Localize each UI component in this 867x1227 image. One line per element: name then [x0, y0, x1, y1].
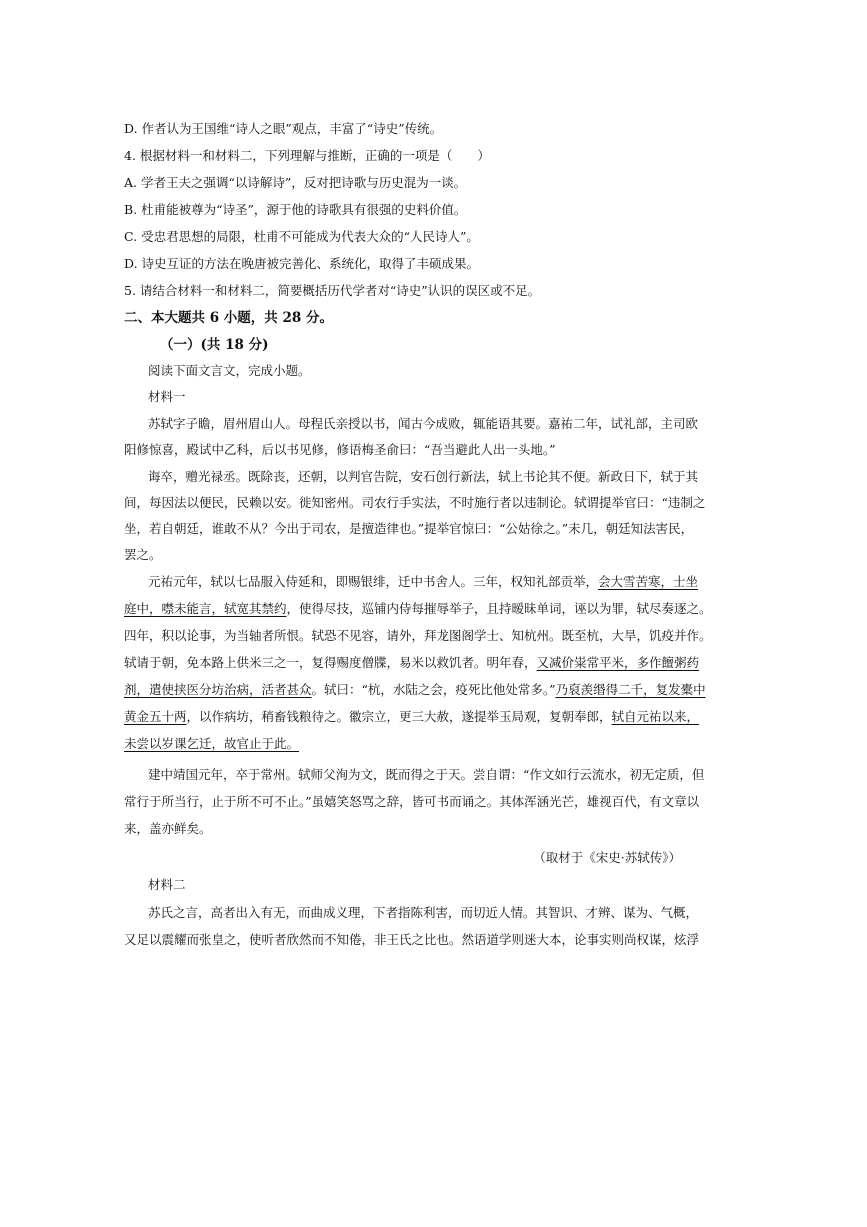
paragraph-line: 阳修惊喜，殿试中乙科，后以书见修，修语梅圣俞曰：“吾当避此人出一头地。” — [124, 442, 556, 457]
q4-option-c: C. 受忠君思想的局限，杜甫不可能成为代表大众的“人民诗人”。 — [124, 229, 479, 244]
paragraph-line — [124, 708, 699, 726]
text-run: 。轼曰：“杭，水陆之会，疫死比他处常多。” — [311, 682, 556, 697]
underlined-sentence: 剂，遣使挟医分坊治病，活者甚众 — [124, 682, 312, 697]
paragraph-line — [124, 654, 699, 672]
underlined-sentence: 未尝以岁课乞迁，故官止于此。 — [124, 736, 300, 751]
subsection-heading: （一）(共 18 分) — [160, 337, 269, 353]
q4-option-d: D. 诗史互证的方法在晚唐被完善化、系统化，取得了丰硕成果。 — [124, 256, 480, 271]
underlined-sentence: 又减价粜常平米，多作饘粥药 — [536, 655, 700, 670]
underlined-sentence: 乃裒羡缗得二千，复发橐中 — [555, 682, 706, 697]
paragraph-line: 苏氏之言，高者出入有无，而曲成义理，下者指陈利害，而切近人情。其智识、才辨、谋为、气概， — [148, 905, 699, 920]
paragraph-line: 苏轼字子瞻，眉州眉山人。母程氏亲授以书，闻古今成败，辄能语其要。嘉祐二年，试礼部，主司欧 — [148, 416, 699, 431]
text-run: 元祐元年，轼以七品服入侍延和，即赐银绯，迁中书舍人。三年，权知礼部贡举， — [148, 574, 599, 589]
paragraph-line: 又足以震耀而张皇之，使听者欣然而不知倦，非王氏之比也。然语道学则迷大本，论事实则尚权谋，炫浮 — [124, 932, 700, 947]
paragraph-line: 诲卒，赠光禄丞。既除丧，还朝，以判官告院，安石创行新法，轼上书论其不便。新政日下，轼于其 — [148, 469, 699, 484]
paragraph-line: 坐，若自朝廷，谁敢不从？今出于司农，是擅造律也。”提举官惊曰：“公姑徐之。”未几，朝廷知法害民， — [124, 521, 694, 536]
paragraph-line: 间，每因法以便民，民赖以安。徙知密州。司农行手实法，不时施行者以违制论。轼谓提举官曰：“违制之 — [124, 495, 706, 510]
instruction-text: 阅读下面文言文，完成小题。 — [148, 363, 311, 378]
paragraph-line — [124, 681, 706, 699]
source-citation: （取材于《宋史·苏轼传》） — [533, 850, 681, 865]
paragraph-line: 罢之。 — [124, 547, 162, 562]
material-2-label: 材料二 — [148, 877, 186, 892]
text-run: ，使得尽技，巡铺内侍每摧辱举子，且持暧昧单词，诬以为罪，轼尽奏逐之。 — [286, 601, 712, 616]
paragraph-line — [124, 735, 299, 753]
underlined-sentence: 庭中，噤未能言，轼宽其禁约 — [124, 601, 287, 616]
q4-option-a: A. 学者王夫之强调“以诗解诗”，反对把诗歌与历史混为一谈。 — [124, 175, 467, 190]
q4-stem: 4. 根据材料一和材料二，下列理解与推断，正确的一项是（ ） — [124, 148, 490, 163]
paragraph-line: 建中靖国元年，卒于常州。轼师父洵为文，既而得之于天。尝自谓：“作文如行云流水，初无定质，但 — [148, 767, 705, 782]
q4-option-b: B. 杜甫能被尊为“诗圣”，源于他的诗歌具有很强的史料价值。 — [124, 202, 467, 217]
section-heading: 二、本大题共 6 小题，共 28 分。 — [124, 310, 333, 326]
underlined-sentence: 轼自元祐以来， — [611, 709, 700, 724]
q3-option-d: D. 作者认为王国维“诗人之眼”观点，丰富了“诗史”传统。 — [124, 121, 443, 136]
q5-stem: 5. 请结合材料一和材料二，简要概括历代学者对“诗史”认识的误区或不足。 — [124, 283, 541, 298]
underlined-sentence: 黄金五十两 — [124, 709, 187, 724]
paragraph-line — [124, 600, 712, 618]
paragraph-line: 四年，积以论事，为当轴者所恨。轼恐不见容，请外，拜龙图阁学士、知杭州。既至杭，大旱，饥疫并作。 — [124, 628, 712, 643]
paragraph-line — [148, 573, 698, 591]
paragraph-line: 来，盖亦鲜矣。 — [124, 821, 212, 836]
text-run: 轼请于朝，免本路上供米三之一，复得赐度僧牒，易米以救饥者。明年春， — [124, 655, 537, 670]
underlined-sentence: 会大雪苦寒，士坐 — [598, 574, 699, 589]
text-run: ，以作病坊，稍畜钱粮待之。徽宗立，更三大赦，遂提举玉局观，复朝奉郎， — [186, 709, 612, 724]
material-1-label: 材料一 — [148, 389, 186, 404]
paragraph-line: 常行于所当行，止于所不可不止。”虽嬉笑怒骂之辞，皆可书而诵之。其体浑涵光芒，雄视百代，有文章以 — [124, 794, 700, 809]
